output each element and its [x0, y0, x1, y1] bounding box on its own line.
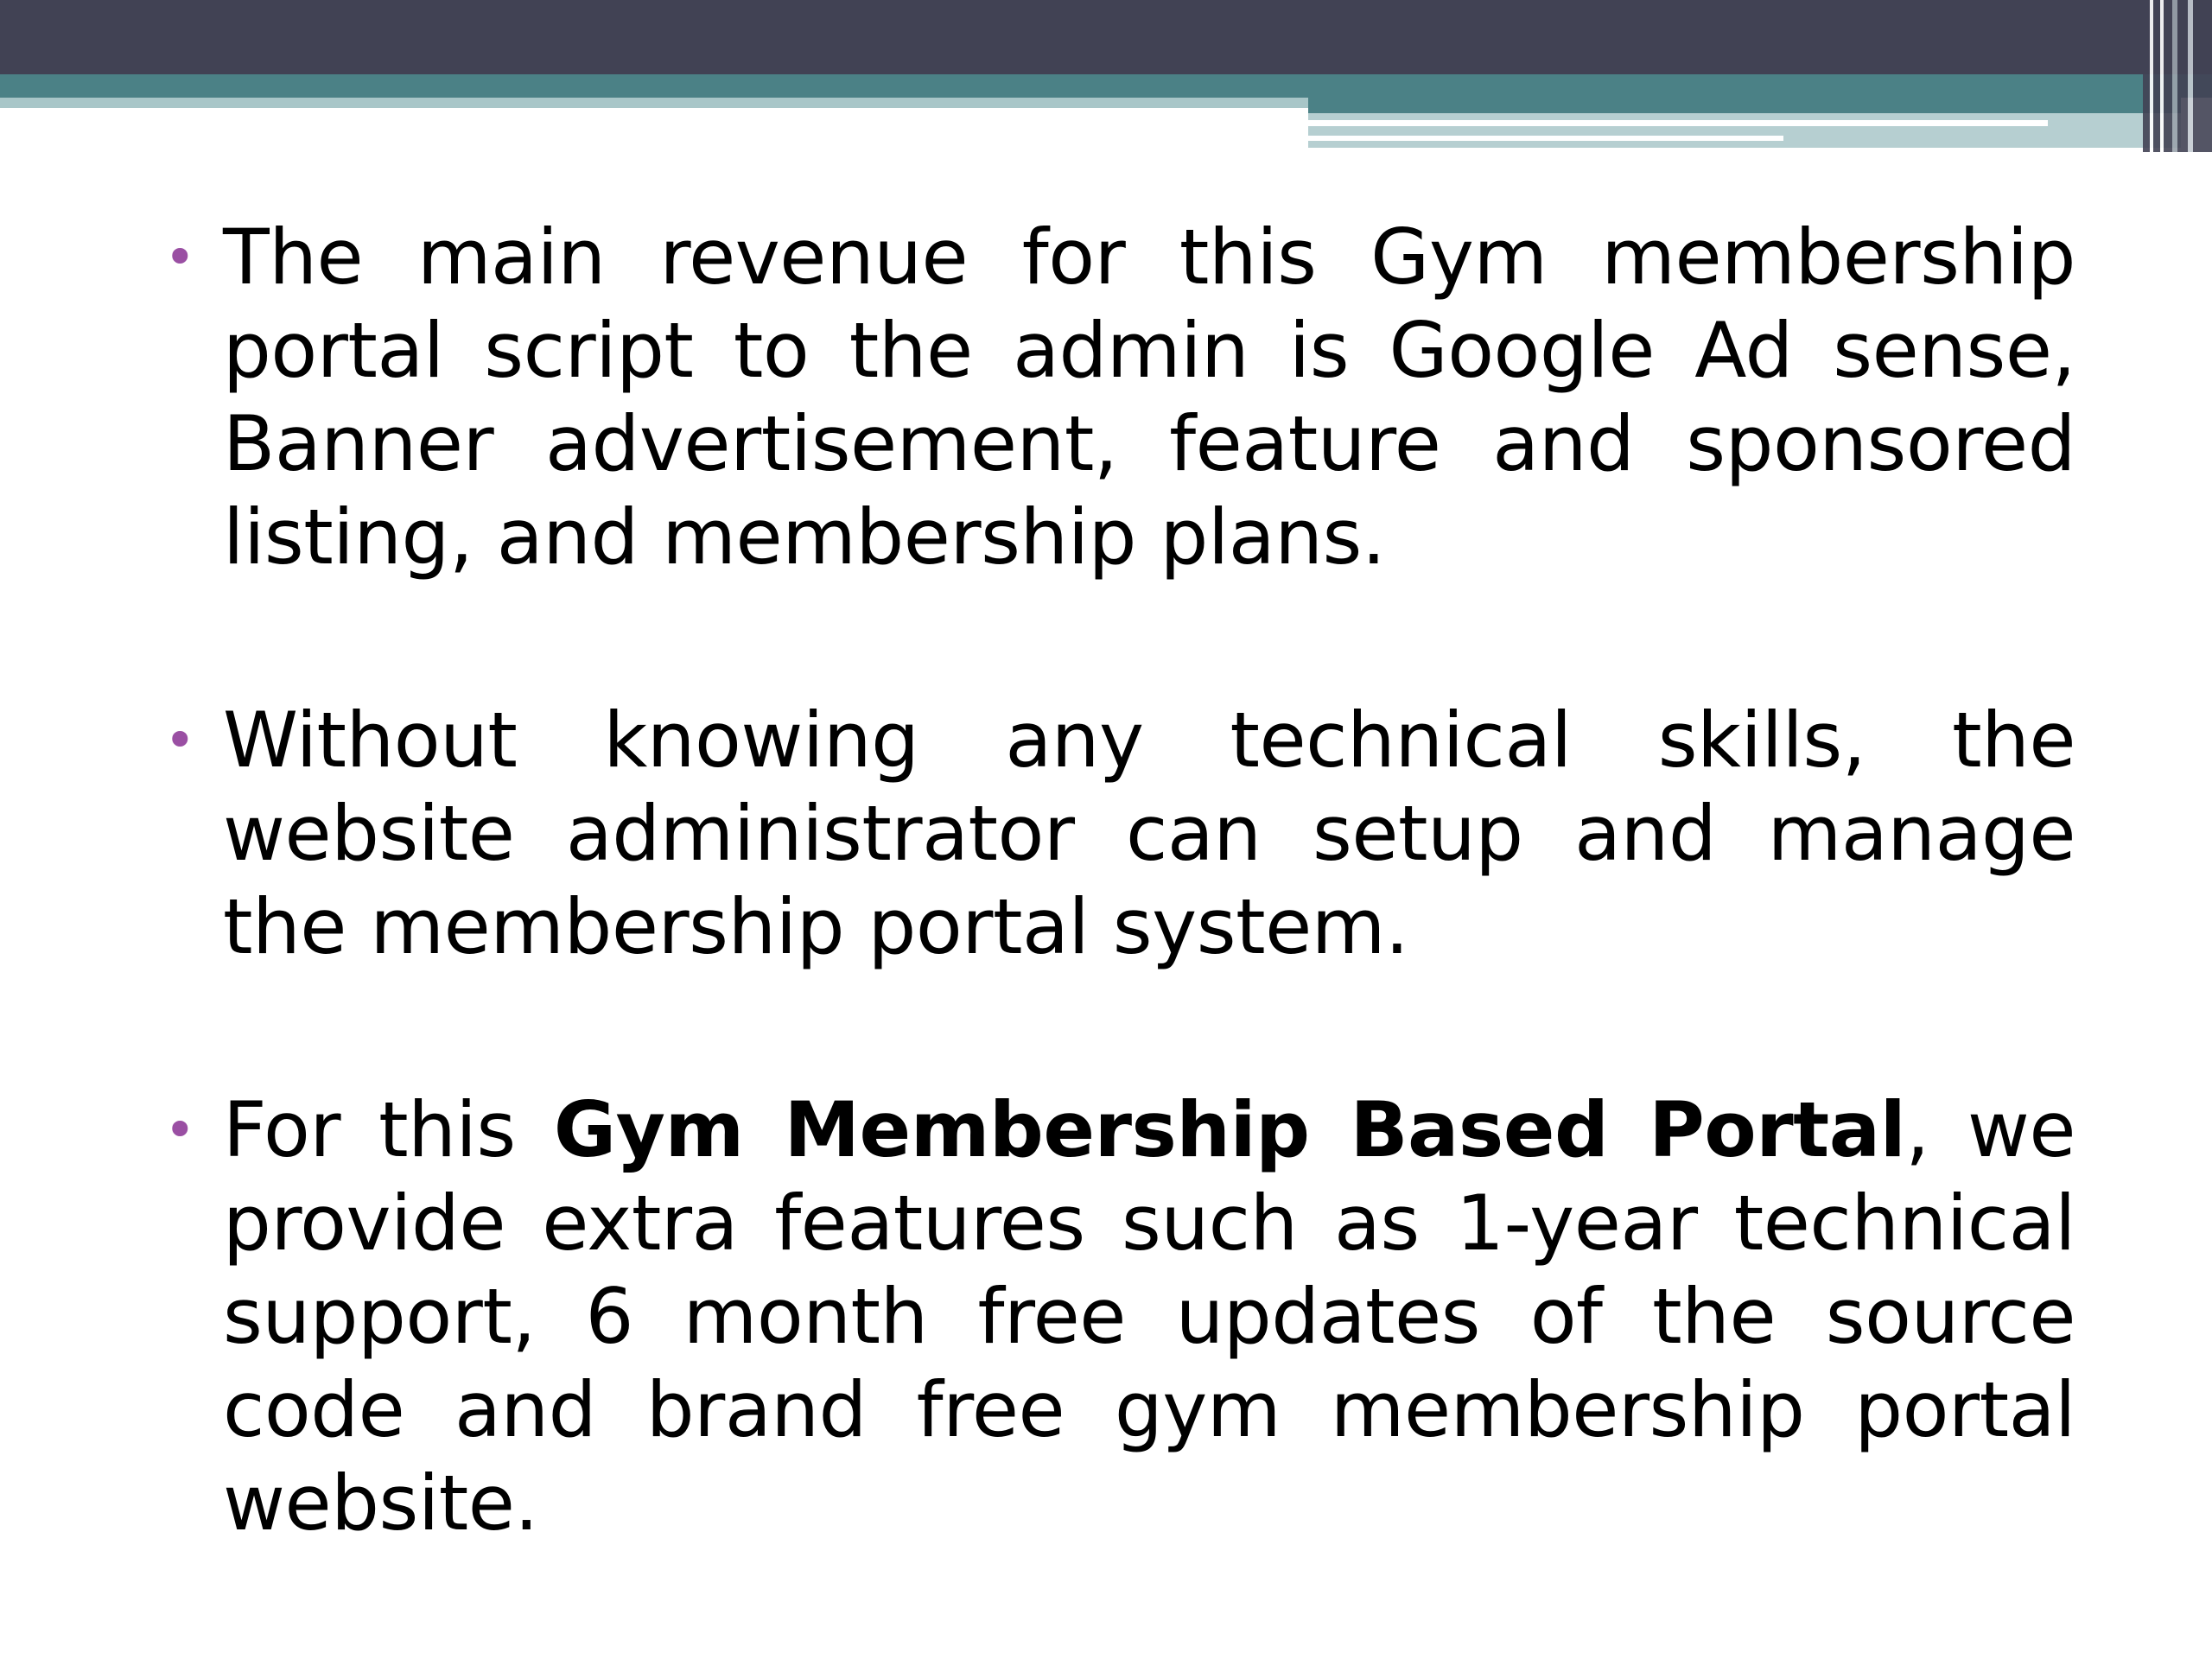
bullet-dot-icon: •: [164, 1098, 196, 1161]
bullet-text: Without knowing any technical skills, the website administrator can setup and manage the membership portal system.: [223, 696, 2075, 971]
slide-body: [156, 0, 2075, 1659]
bullet-dot-icon: •: [164, 709, 196, 772]
bullet-text: The main revenue for this Gym membership portal script to the admin is Google Ad sense, Banner advertisement, feature and sponsored listing, and membership plans.: [223, 213, 2075, 582]
header-corner-lines: [2143, 0, 2212, 152]
bullet-text: [223, 1084, 2075, 1550]
bullet-text-lead: For this: [223, 1085, 554, 1174]
bullet-text-emphasis: Gym Membership Based Portal: [553, 1085, 1906, 1174]
bullet-text-rest: , we provide extra features such as 1-year technical support, 6 month free updates of the source code and brand free gym membership portal website.: [223, 1085, 2075, 1548]
bullet-dot-icon: •: [164, 226, 196, 289]
